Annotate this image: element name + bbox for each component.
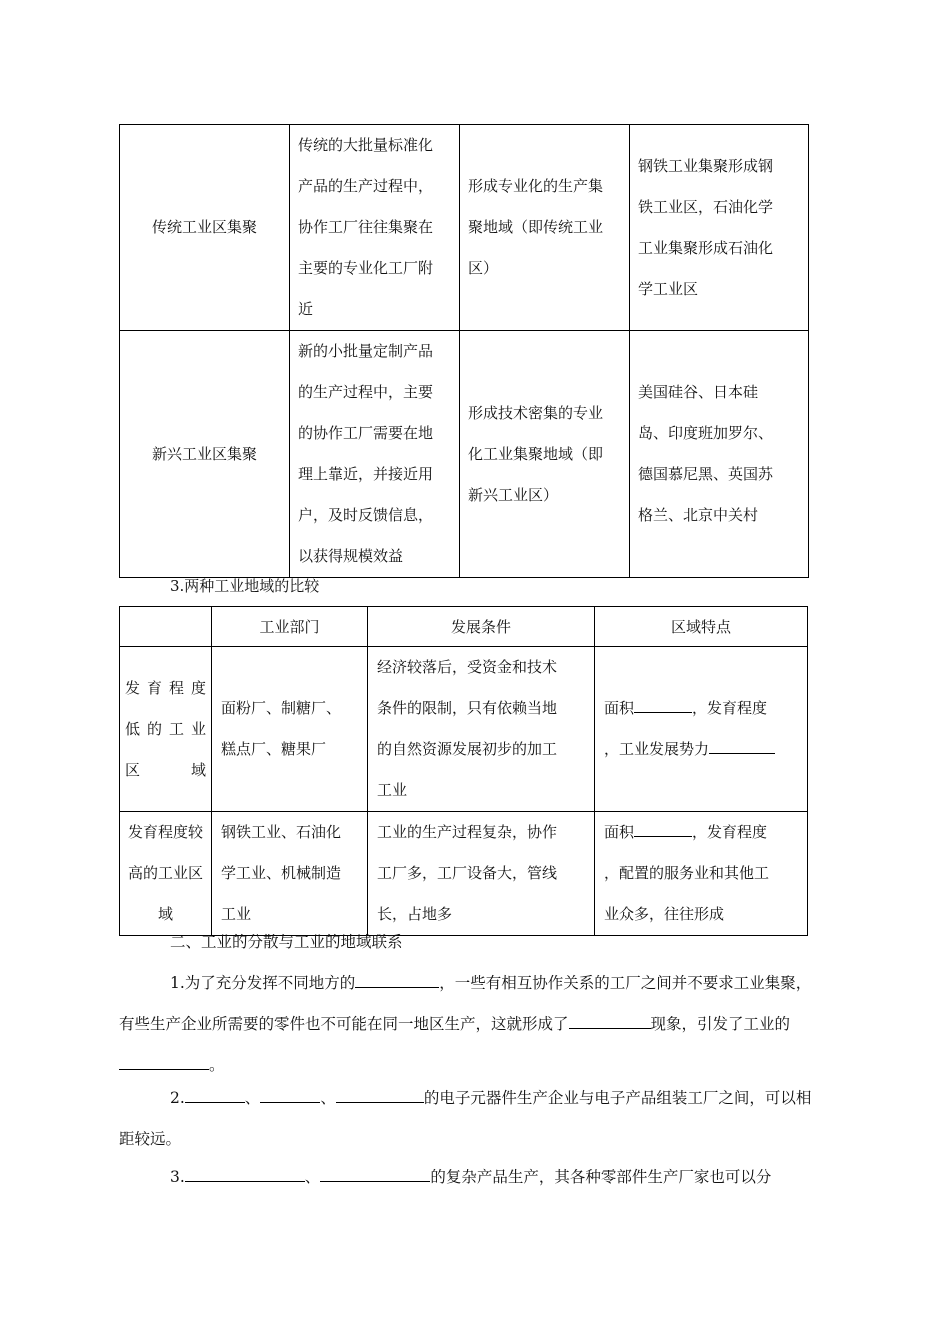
answer-blank[interactable] — [185, 1163, 305, 1182]
paragraph-text: 、 — [244, 1089, 261, 1107]
agglomeration-example: 美国硅谷、日本硅 岛、印度班加罗尔、 德国慕尼黑、英国苏 格兰、北京中关村 — [638, 383, 774, 524]
agglomeration-result: 形成技术密集的专业 化工业集聚地域（即 新兴工业区） — [468, 403, 604, 504]
table-cell — [595, 647, 808, 812]
table-cell — [120, 812, 212, 936]
paragraph-2 — [119, 1078, 819, 1160]
feature-text: 面积 — [604, 823, 635, 841]
industry-sectors: 钢铁工业、石油化 学工业、机械制造 工业 — [221, 823, 342, 923]
answer-blank[interactable] — [336, 1084, 424, 1103]
industrial-agglomeration-table — [119, 124, 809, 578]
feature-text: ，配置的服务业和其他工 业众多，往往形成 — [604, 864, 770, 923]
table-header-row — [120, 607, 808, 647]
table-caption: 3.两种工业地域的比较 — [170, 577, 320, 595]
table-cell — [630, 331, 809, 578]
table-cell — [460, 331, 630, 578]
header-cell: 区域特点 — [595, 607, 808, 647]
answer-blank[interactable] — [355, 969, 439, 988]
paragraph-text: 的复杂产品生产，其各种零部件生产厂家也可以分 — [430, 1168, 772, 1186]
section-heading: 二、工业的分散与工业的地域联系 — [170, 933, 403, 951]
answer-blank[interactable] — [634, 818, 692, 837]
feature-text: ，发育程度 — [692, 823, 768, 841]
answer-blank[interactable] — [119, 1051, 209, 1070]
table-cell — [368, 647, 595, 812]
answer-blank[interactable] — [709, 735, 775, 754]
answer-blank[interactable] — [260, 1084, 320, 1103]
paragraph-text: 、 — [320, 1089, 336, 1107]
feature-text: ，工业发展势力 — [604, 740, 710, 758]
production-process: 新的小批量定制产品 的生产过程中，主要 的协作工厂需要在地 理上靠近，并接近用 户，及时反馈信息， 以获得规模效益 — [298, 342, 434, 565]
answer-blank[interactable] — [320, 1163, 430, 1182]
table-cell — [212, 812, 368, 936]
agglomeration-type: 新兴工业区集聚 — [151, 444, 257, 463]
table-row — [120, 812, 808, 936]
industrial-region-comparison-table — [119, 606, 808, 936]
region-features — [595, 812, 807, 935]
header-cell: 发展条件 — [368, 607, 595, 647]
paragraph-text: 2. — [170, 1089, 185, 1107]
table-cell — [120, 331, 290, 578]
table-cell — [120, 125, 290, 331]
paragraph-text: 的电子元器件生产企业与电子产品组装工厂之间，可以相距较远。 — [119, 1089, 812, 1148]
development-conditions: 经济较落后，受资金和技术 条件的限制，只有依赖当地 的自然资源发展初步的加工 工业 — [377, 658, 558, 799]
answer-blank[interactable] — [569, 1010, 651, 1029]
table-cell — [120, 647, 212, 812]
feature-text: ，发育程度 — [692, 699, 768, 717]
paragraph-3 — [119, 1157, 819, 1198]
region-type: 发育程度较 高的工业区 域 — [127, 823, 203, 923]
feature-text: 面积 — [604, 699, 635, 717]
production-process: 传统的大批量标准化 产品的生产过程中， 协作工厂往往集聚在 主要的专业化工厂附 近 — [298, 136, 434, 318]
paragraph-text: 。 — [209, 1056, 225, 1074]
paragraph-text: ，一些有相互协作关系的工厂之间并不要求工业集聚，有些生产企业所需要的零件也不可能在同一地区生产，这就形成了 — [119, 974, 812, 1033]
industry-sectors: 面粉厂、制糖厂、 糕点厂、糖果厂 — [221, 699, 342, 758]
header-cell: 工业部门 — [212, 607, 368, 647]
paragraph-text: 1.为了充分发挥不同地方的 — [170, 974, 356, 992]
table-cell — [460, 125, 630, 331]
table-cell — [368, 812, 595, 936]
table-cell — [595, 812, 808, 936]
paragraph-text: 现象，引发了工业的 — [650, 1015, 791, 1033]
table-cell — [290, 125, 460, 331]
answer-blank[interactable] — [185, 1084, 245, 1103]
development-conditions: 工业的生产过程复杂，协作 工厂多，工厂设备大，管线 长，占地多 — [377, 823, 558, 923]
header-cell — [120, 607, 212, 647]
agglomeration-type: 传统工业区集聚 — [151, 218, 257, 236]
table-cell — [290, 331, 460, 578]
answer-blank[interactable] — [634, 694, 692, 713]
paragraph-text: 、 — [304, 1168, 321, 1186]
paragraph-text: 3. — [170, 1168, 185, 1186]
table-row — [120, 331, 809, 578]
agglomeration-example: 钢铁工业集聚形成钢 铁工业区，石油化学 工业集聚形成石油化 学工业区 — [638, 156, 774, 298]
table-cell — [630, 125, 809, 331]
region-type: 发育程度 低的工业 区域 — [125, 678, 206, 779]
region-features — [595, 688, 807, 770]
table-row — [120, 125, 809, 331]
paragraph-1 — [119, 963, 819, 1086]
agglomeration-result: 形成专业化的生产集 聚地域（即传统工业 区） — [468, 177, 604, 277]
table-row — [120, 647, 808, 812]
table-cell — [212, 647, 368, 812]
